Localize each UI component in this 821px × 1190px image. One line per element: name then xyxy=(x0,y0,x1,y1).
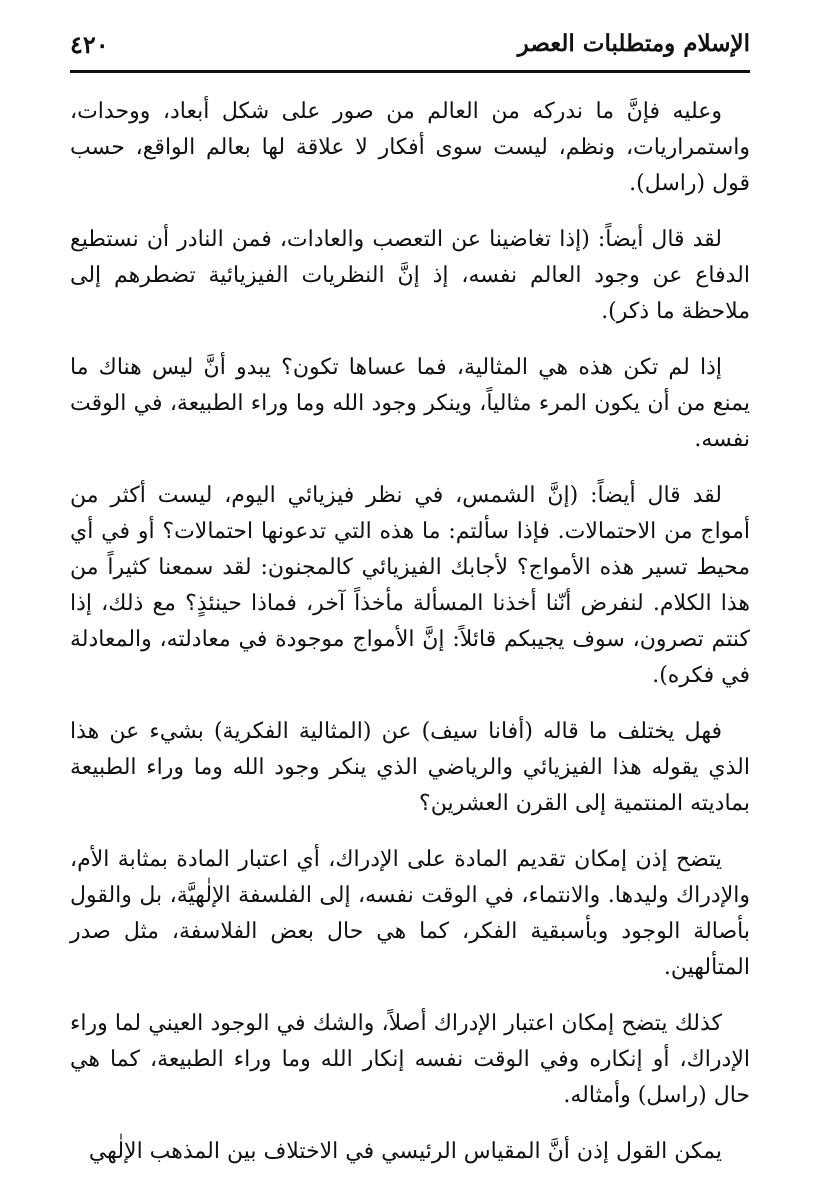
paragraph: يتضح إذن إمكان تقديم المادة على الإدراك، أي اعتبار المادة بمثابة الأم، والإدراك وليدها. والانتماء، في الوقت نفسه، إلى الفلسفة الإلٰهيَّة، بل والقول بأصالة الوجود وبأسبقية الفكر، كما هي حال بعض الفلاسفة، مثل صدر المتألهين. xyxy=(70,847,750,980)
header-divider xyxy=(70,70,750,73)
paragraph: كذلك يتضح إمكان اعتبار الإدراك أصلاً، والشك في الوجود العيني لما وراء الإدراك، أو إنكاره وفي الوقت نفسه إنكار الله وما وراء الطبيعة، كما هي حال (راسل) وأمثاله. xyxy=(70,1011,750,1108)
paragraph: لقد قال أيضاً: (إذا تغاضينا عن التعصب والعادات، فمن النادر أن نستطيع الدفاع عن وجود العالم نفسه، إذ إنَّ النظريات الفيزيائية تضطرهم إلى ملاحظة ما ذكر). xyxy=(70,227,750,324)
page-header xyxy=(70,28,750,64)
paragraph: فهل يختلف ما قاله (أفانا سيف) عن (المثالية الفكرية) بشيء عن هذا الذي يقوله هذا الفيزيائي والرياضي الذي ينكر وجود الله وما وراء الطبيعة بماديته المنتمية إلى القرن العشرين؟ xyxy=(70,719,750,816)
paragraph: إذا لم تكن هذه هي المثالية، فما عساها تكون؟ يبدو أنَّ ليس هناك ما يمنع من أن يكون المرء مثالياً، وينكر وجود الله وما وراء الطبيعة، في الوقت نفسه. xyxy=(70,355,750,452)
body-text xyxy=(70,94,750,1190)
page-number: ٤٢٠ xyxy=(70,30,109,59)
paragraph: يمكن القول إذن أنَّ المقياس الرئيسي في الاختلاف بين المذهب الإلٰهي xyxy=(88,1139,722,1164)
running-title: الإسلام ومتطلبات العصر xyxy=(517,30,750,57)
paragraph: وعليه فإنَّ ما ندركه من العالم من صور على شكل أبعاد، ووحدات، واستمراريات، ونظم، ليست سوى أفكار لا علاقة لها بعالم الواقع، حسب قول (راسل). xyxy=(70,99,750,196)
paragraph: لقد قال أيضاً: (إنَّ الشمس، في نظر فيزيائي اليوم، ليست أكثر من أمواج من الاحتمالات. فإذا سألتم: ما هذه التي تدعونها احتمالات؟ أو في أي محيط تسير هذه الأمواج؟ لأجابك الفيزيائي كالمجنون: لقد سمعنا كثيراً من هذا الكلام. لنفرض أنّنا أخذنا المسألة مأخذاً آخر، فماذا حينئذٍ؟ مع ذلك، إذا كنتم تصرون، سوف يجيبكم قائلاً: إنَّ الأمواج موجودة في معادلته، والمعادلة في فكره). xyxy=(70,483,750,688)
